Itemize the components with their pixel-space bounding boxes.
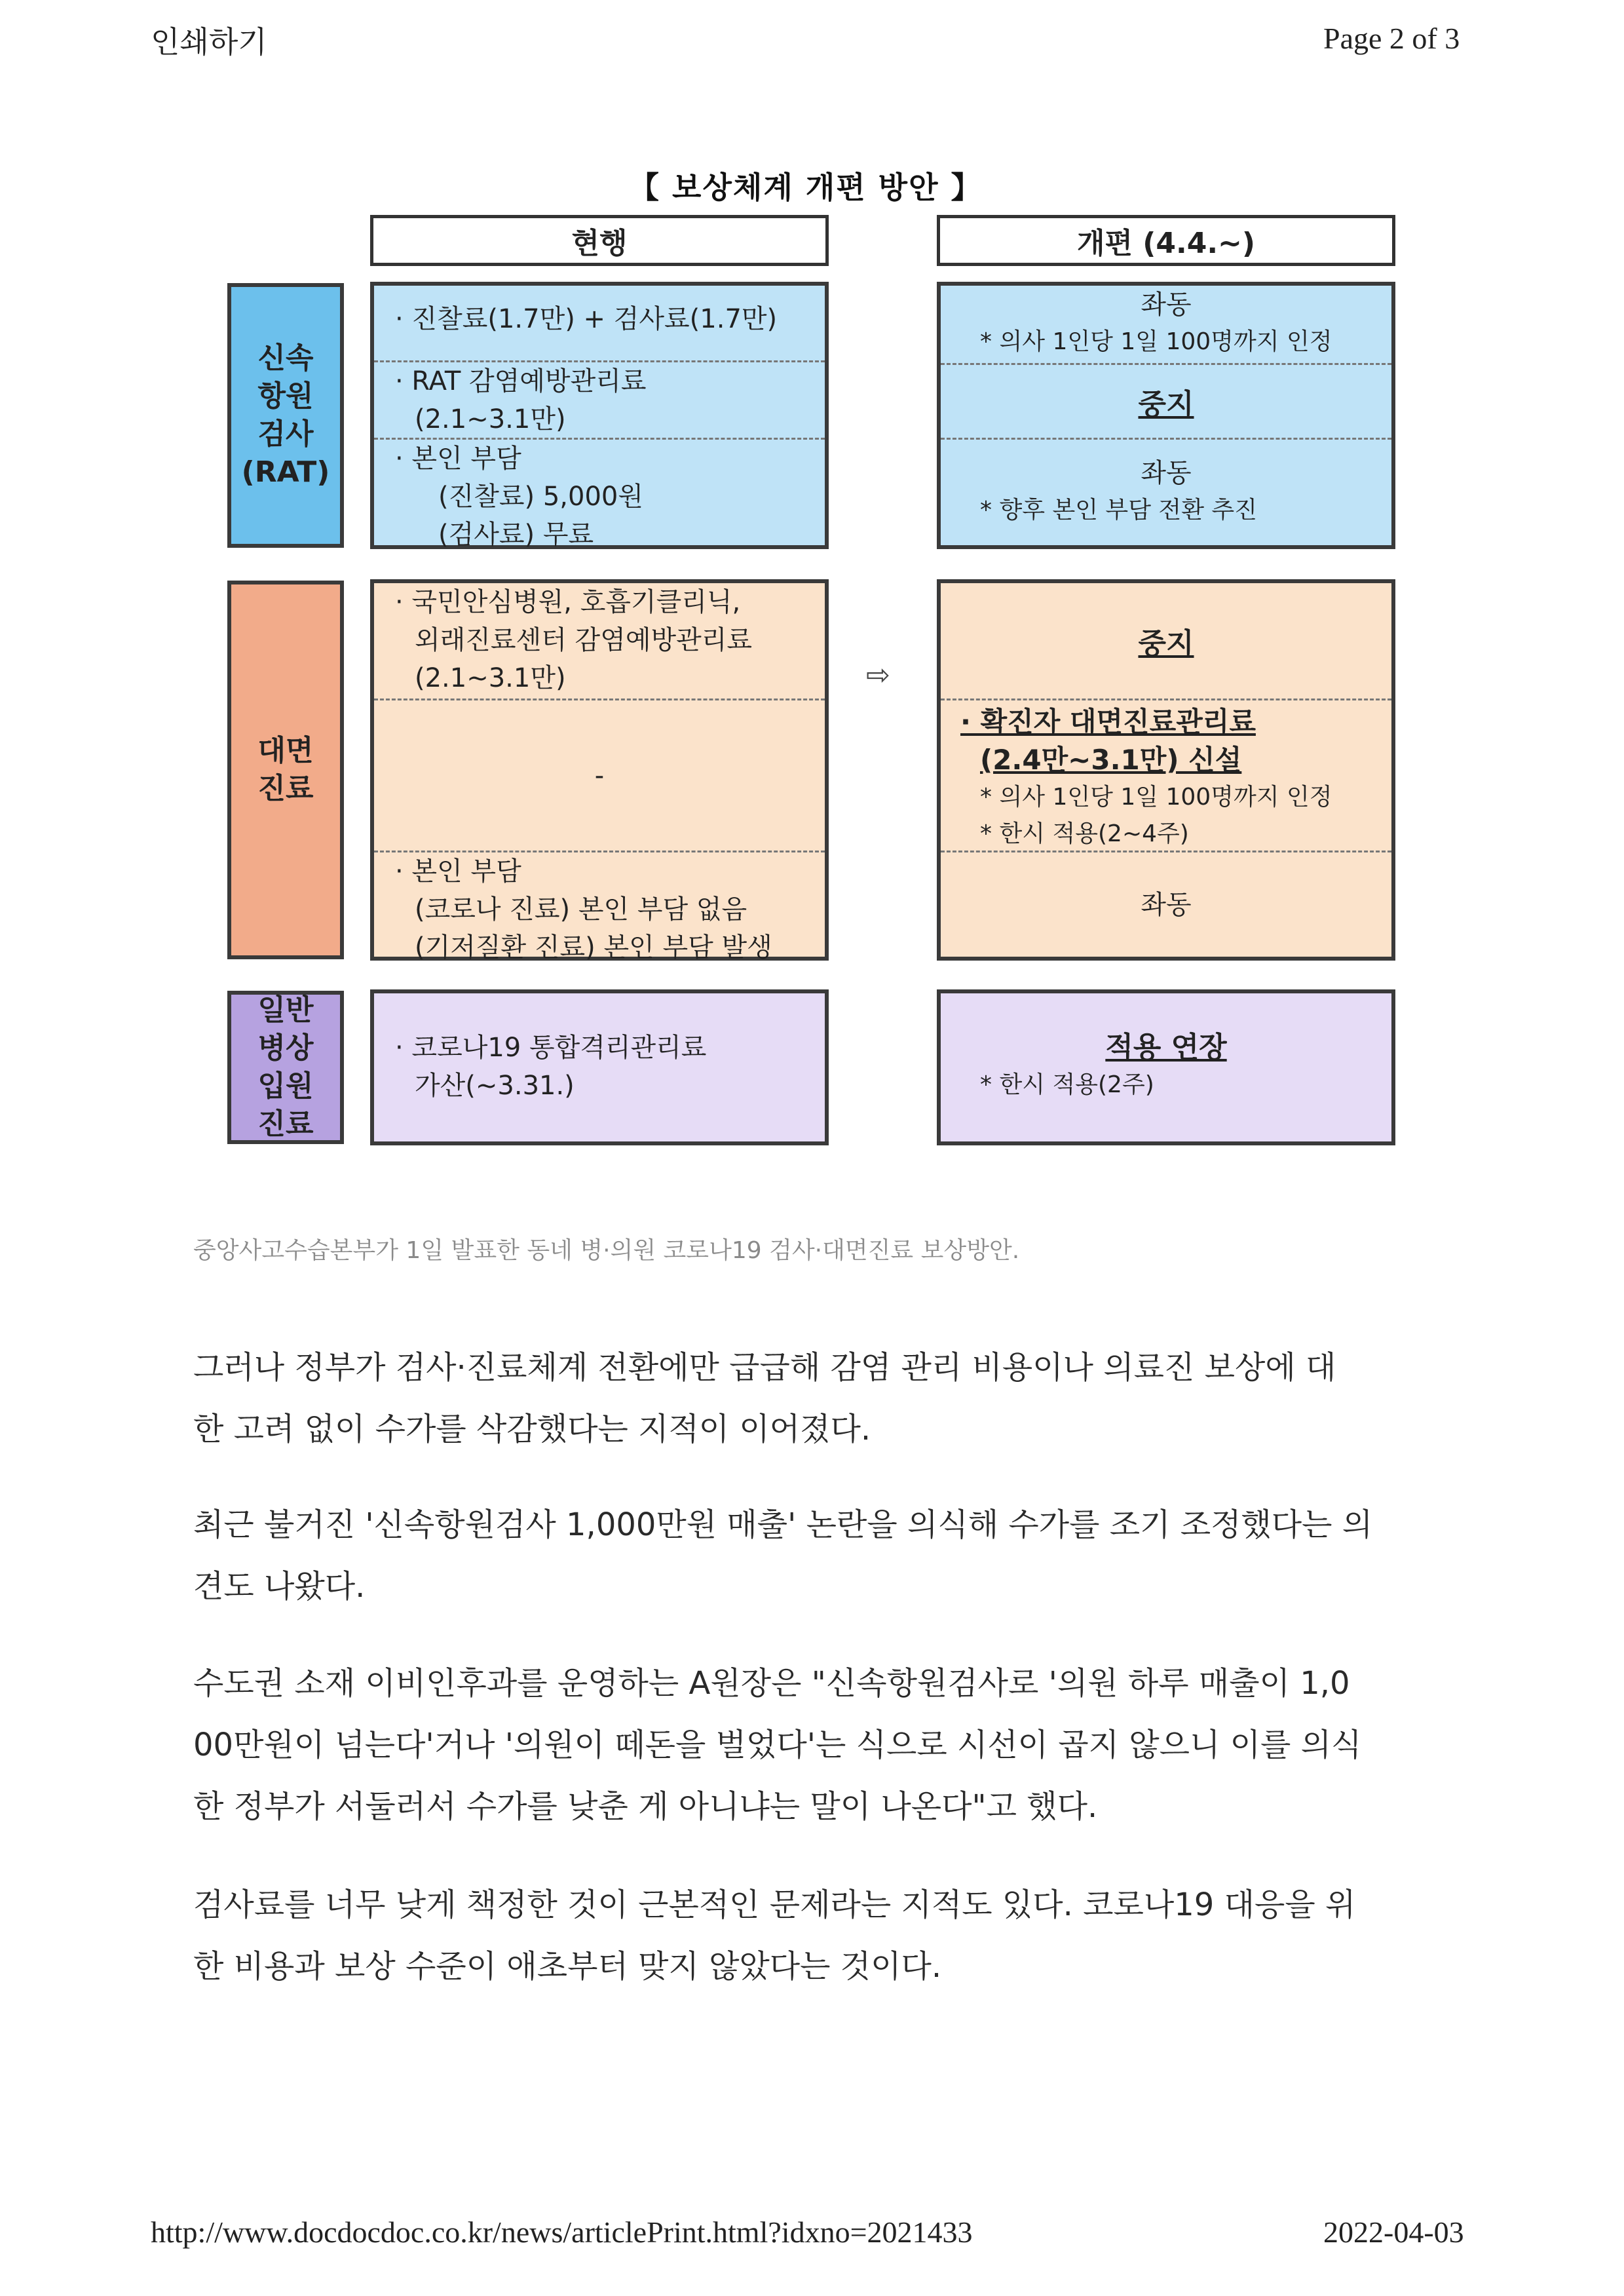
paragraph [193, 1337, 1438, 1460]
rat-reform-note: * 의사 1인당 1일 100명까지 인정 [980, 328, 1332, 355]
f2f-reform-title: 중지 [1138, 627, 1194, 660]
paragraph-line: 견도 나왔다. [193, 1568, 366, 1605]
ward-current-line: · 코로나19 통합격리관리료 [395, 1033, 707, 1063]
figure-caption: 중앙사고수습본부가 1일 발표한 동네 병·의원 코로나19 검사·대면진료 보상방안. [193, 1237, 1020, 1264]
rat-reform-title: 좌동 [1141, 290, 1192, 320]
article-url[interactable]: http://www.docdocdoc.co.kr/news/articlePrint.html?idxno=2021433 [151, 2215, 973, 2249]
f2f-reform-box [937, 579, 1395, 961]
paragraph [193, 1653, 1438, 1837]
f2f-reform-note: * 한시 적용(2~4주) [980, 820, 1189, 847]
figure-title: 【 보상체계 개편 방안 】 [629, 170, 983, 205]
row-label-rat: 신속 항원 검사 (RAT) [227, 283, 344, 548]
rat-reform-title: 좌동 [1141, 458, 1192, 488]
row-label-general-ward: 일반 병상 입원 진료 [227, 991, 344, 1144]
rat-current-line: · RAT 감염예방관리료 [395, 366, 647, 396]
f2f-reform-title: · 확진자 대면진료관리료 [960, 706, 1256, 738]
rat-reform-note: * 향후 본인 부담 전환 추진 [980, 497, 1257, 524]
arrow-icon: ⇨ [866, 659, 890, 692]
paragraph-line: 한 비용과 보상 수준이 애초부터 맞지 않았다는 것이다. [193, 1948, 942, 1985]
page-indicator: Page 2 of 3 [1323, 22, 1460, 55]
paragraph-line: 한 정부가 서둘러서 수가를 낮춘 게 아니냐는 말이 나온다"고 했다. [193, 1788, 1098, 1825]
f2f-current-line: (기저질환 진료) 본인 부담 발생 [415, 932, 772, 963]
paragraph-line: 한 고려 없이 수가를 삭감했다는 지적이 이어졌다. [193, 1411, 871, 1447]
rat-current-line: (2.1~3.1만) [415, 404, 566, 434]
column-header-reform: 개편 (4.4.~) [937, 215, 1395, 266]
print-link[interactable]: 인쇄하기 [151, 24, 267, 60]
rat-current-line: (검사료) 무료 [438, 520, 594, 550]
ward-current-line: 가산(~3.31.) [415, 1071, 575, 1101]
paragraph-line: 수도권 소재 이비인후과를 운영하는 A원장은 "신속항원검사로 '의원 하루 매출이 1,0 [193, 1665, 1350, 1702]
ward-reform-title: 적용 연장 [1105, 1031, 1227, 1064]
rat-reform-box [937, 282, 1395, 549]
f2f-current-line: 외래진료센터 감염예방관리료 [415, 625, 753, 655]
print-date: 2022-04-03 [1323, 2215, 1464, 2249]
row-label-face-to-face: 대면 진료 [227, 581, 344, 959]
f2f-reform-note: * 의사 1인당 1일 100명까지 인정 [980, 784, 1332, 811]
rat-current-line: · 본인 부담 [395, 444, 521, 474]
f2f-current-line: · 국민안심병원, 호흡기클리닉, [395, 587, 741, 617]
f2f-reform-title: 좌동 [1141, 889, 1192, 920]
paragraph [193, 1494, 1438, 1617]
f2f-current-line: - [594, 760, 605, 791]
paragraph-line: 최근 불거진 '신속항원검사 1,000만원 매출' 논란을 의식해 수가를 조기 조정했다는 의 [193, 1506, 1373, 1543]
f2f-current-line: · 본인 부담 [395, 856, 521, 887]
rat-reform-title: 중지 [1138, 387, 1194, 421]
column-header-current: 현행 [370, 215, 829, 266]
paragraph-line: 검사료를 너무 낮게 책정한 것이 근본적인 문제라는 지적도 있다. 코로나19 대응을 위 [193, 1886, 1356, 1923]
paragraph-line: 00만원이 넘는다'거나 '의원이 떼돈을 벌었다'는 식으로 시선이 곱지 않으니 이를 의식 [193, 1727, 1362, 1763]
f2f-current-box [370, 579, 829, 961]
f2f-reform-title: (2.4만~3.1만) 신설 [980, 744, 1242, 776]
f2f-current-line: (코로나 진료) 본인 부담 없음 [415, 894, 747, 925]
rat-current-line: (진찰료) 5,000원 [438, 482, 643, 512]
rat-current-line: · 진찰료(1.7만) + 검사료(1.7만) [395, 304, 778, 334]
f2f-current-line: (2.1~3.1만) [415, 663, 566, 693]
ward-reform-box [937, 989, 1395, 1145]
ward-reform-note: * 한시 적용(2주) [980, 1071, 1154, 1098]
paragraph-line: 그러나 정부가 검사·진료체계 전환에만 급급해 감염 관리 비용이나 의료진 보상에 대 [193, 1349, 1336, 1386]
ward-current-box [370, 989, 829, 1145]
paragraph [193, 1874, 1438, 1997]
rat-current-box [370, 282, 829, 549]
